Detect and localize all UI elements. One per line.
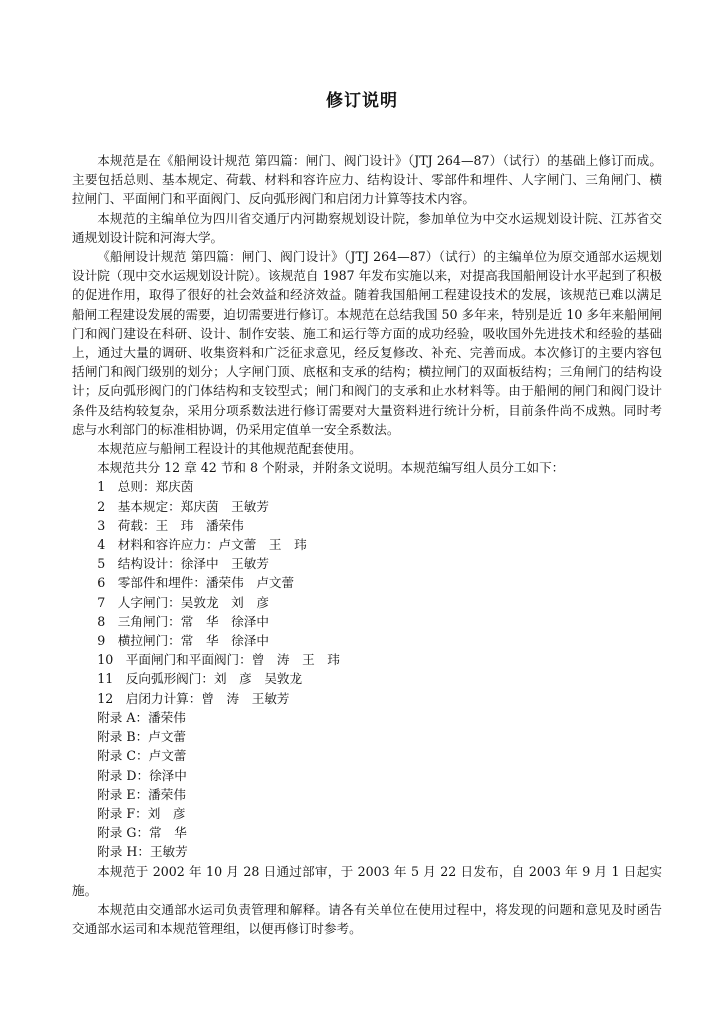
list-item: 11 反向弧形阀门：刘 彦 吴敦龙: [97, 671, 303, 687]
list-item: 附录 B：卢文蕾: [97, 729, 187, 745]
paragraph-revision-basis: 本规范是在《船闸设计规范 第四篇：闸门、阀门设计》（JTJ 264—87）（试行）的基础上修订而成。主要包括总则、基本规定、荷载、材料和容许应力、结构设计、零部件和埋件、人字闸门、三角闸门、横拉闸门、平面闸门和平面阀门、反向弧形阀门和启闭力计算等技术内容。: [72, 153, 662, 207]
list-item: 6 零部件和埋件：潘荣伟 卢文蕾: [97, 575, 295, 591]
list-item: 2 基本规定：郑庆茵 王敏芳: [97, 498, 269, 514]
list-item: 12 启闭力计算：曾 涛 王敏芳: [97, 690, 290, 706]
document-body: [72, 151, 662, 938]
list-item: 8 三角闸门：常 华 徐泽中: [97, 613, 269, 629]
list-item: 附录 D：徐泽中: [97, 767, 187, 783]
list-item: 附录 H：王敏芳: [97, 844, 188, 860]
list-item: 4 材料和容许应力：卢文蕾 王 玮: [97, 537, 307, 553]
list-item: 7 人字闸门：吴敦龙 刘 彦: [97, 594, 269, 610]
author-assignment-list: [72, 477, 662, 861]
list-item: 9 横拉闸门：常 华 徐泽中: [97, 633, 269, 649]
paragraph-management-contact: 本规范由交通部水运司负责管理和解释。请各有关单位在使用过程中，将发现的问题和意见及时函告交通部水运司和本规范管理组，以便再修订时参考。: [72, 901, 662, 937]
list-item: 附录 E：潘荣伟: [97, 786, 186, 802]
paragraph-companion-use: 本规范应与船闸工程设计的其他规范配套使用。: [97, 441, 362, 457]
list-item: 3 荷载：王 玮 潘荣伟: [97, 517, 244, 533]
page-title: 修订说明: [326, 91, 398, 111]
list-item: 10 平面闸门和平面阀门：曾 涛 王 玮: [97, 652, 340, 668]
list-item: 1 总则：郑庆茵: [97, 479, 194, 495]
paragraph-effective-date: 本规范于 2002 年 10 月 28 日通过部审，于 2003 年 5 月 22 日发布，自 2003 年 9 月 1 日起实施。: [72, 863, 662, 898]
paragraph-structure-summary: 本规范共分 12 章 42 节和 8 个附录，并附条文说明。本规范编写组人员分工如下：: [97, 460, 565, 476]
list-item: 5 结构设计：徐泽中 王敏芳: [97, 556, 269, 572]
list-item: 附录 F：刘 彦: [97, 805, 186, 821]
paragraph-revision-history: 《船闸设计规范 第四篇：闸门、阀门设计》（JTJ 264—87）（试行）的主编单位为原交通部水运规划设计院（现中交水运规划设计院）。该规范自 1987 年发布实施以来，对提高我国船闸设计水平起到了积极的促进作用，取得了很好的社会效益和经济效益。随着我国船闸工程建设技术的发展，该规范已难以满足船闸工程建设发展的需要，迫切需要进行修订。本规范在总结我国 50 多年来，特别是近 10 多年来船闸闸门和阀门建设在科研、设计、制作安装、施工和运行等方面的成功经验，吸收国外先进技术和经验的基础上，通过大量的调研、收集资料和广泛征求意见，经反复修改、补充、完善而成。本次修订的主要内容包括闸门和阀门级别的划分；人字闸门顶、底枢和支承的结构；横拉闸门的双面板结构；三角闸门的结构设计；反向弧形阀门的门体结构和支铰型式；闸门和阀门的支承和止水材料等。由于船闸的闸门和阀门设计条件及结构较复杂，采用分项系数法进行修订需要对大量资料进行统计分析，目前条件尚不成熟。同时考虑与水利部门的标准相协调，仍采用定值单一安全系数法。: [72, 249, 662, 437]
paragraph-editing-units: 本规范的主编单位为四川省交通厅内河勘察规划设计院，参加单位为中交水运规划设计院、江苏省交通规划设计院和河海大学。: [72, 210, 662, 245]
list-item: 附录 C：卢文蕾: [97, 748, 187, 764]
list-item: 附录 G：常 华: [97, 825, 187, 841]
list-item: 附录 A：潘荣伟: [97, 709, 186, 725]
